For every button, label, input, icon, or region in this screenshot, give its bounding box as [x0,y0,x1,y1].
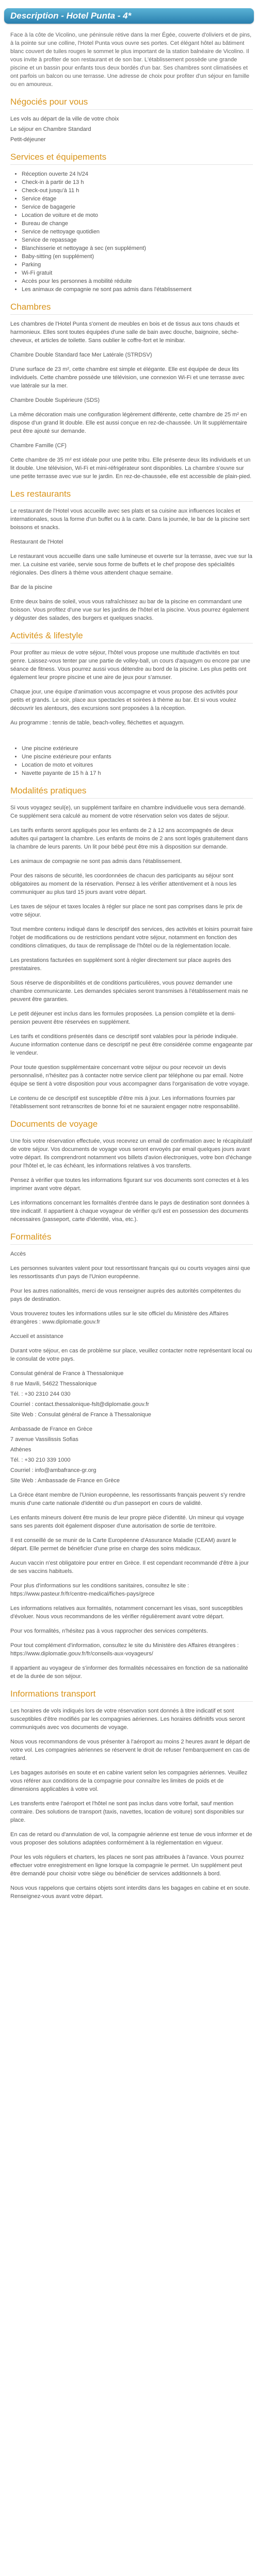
contact-line: Site Web : Ambassade de France en Grèce [10,1478,120,1484]
paragraph: Les enfants mineurs doivent être munis de leur propre pièce d'identité. Un mineur qui voyage sans ses parents doit également disposer d'une autorisation de sortie de territoire. [10,1515,244,1529]
paragraph: Nous vous recommandons de vous présenter à l'aéroport au moins 2 heures avant le départ de votre vol. Les compagnies aériennes se réservent le droit de refuser l'embarquement en cas de retard. [10,1739,250,1761]
page-title: Description - Hotel Punta - 4* [4,8,254,24]
contact-line: 8 rue Mavili, 54622 Thessalonique [10,1381,97,1387]
paragraph: Vous trouverez toutes les informations utiles sur le site officiel du Ministère des Affaires étrangères : www.diplomatie.gouv.fr [10,1311,229,1325]
subheading: Accueil et assistance [10,1333,63,1340]
list-item: • Baby-sitting (en supplément) [22,252,253,261]
paragraph: D'une surface de 23 m², cette chambre est simple et élégante. Elle est équipée de deux lits individuels. Cette chambre possède une télévision, une connexion Wi-Fi et une terrasse avec vue latérale sur la mer. [10,366,245,389]
list-item: • Check-out jusqu'à 11 h [22,187,253,195]
contact-line: Site Web : Consulat général de France à Thessalonique [10,1412,151,1418]
paragraph: Pour des raisons de sécurité, les coordonnées de chacun des participants au séjour sont obligatoires au moment de la réservation. Pensez à les vérifier attentivement et à nous les communiquer au plus tard 15 jours avant votre départ. [10,873,237,895]
description-content [0,31,258,1901]
room-type-title: Chambre Famille (CF) [10,443,67,449]
intro-text: Face à la côte de Vicolino, une péninsule rétive dans la mer Égée, couverte d'oliviers et de pins, à la pointe sur une colline, l'Hotel Punta vous ouvre ses portes. Cet élégant hôtel au bâtiment blanc couvert de tuiles rouges le sommet le plus important de la station balnéaire de Vicolino. Il vous invite à profiter de son restaurant et de son bar. L'établissement possède une grande piscine et un bassin pour enfants tous deux bordés d'un bar. Ses chambres sont climatisées et ont parfois un balcon ou une terrasse. Une adresse de choix pour profiter d'un séjour en famille ou en amoureux. [10,32,252,88]
included-item: Les vols au départ de la ville de votre choix [10,116,119,122]
paragraph: Les chambres de l'Hotel Punta s'ornent de meubles en bois et de tissus aux tons chauds et harmonieux. Elles sont toutes équipées d'une salle de bain avec douche, baignoire, sèche-cheveux, et articles de toilette. Sans oublier le coffre-fort et le minibar. [10,321,239,344]
section-heading-formalites: Formalités [10,1232,253,1245]
list-item: • Service de nettoyage quotidien [22,228,253,236]
list-item: • Navette payante de 15 h à 17 h [22,769,253,777]
paragraph: Pour plus d'informations sur les conditions sanitaires, consultez le site : https://www.pasteur.fr/fr/centre-medical/fiches-pays/grece [10,1583,189,1597]
paragraph: Pour tout complément d'information, consultez le site du Ministère des Affaires étrangères : https://www.diplomatie.gouv.fr/fr/conseils-aux-voyageurs/ [10,1642,239,1657]
list-item: • Réception ouverte 24 h/24 [22,170,253,178]
paragraph: Il appartient au voyageur de s'informer des formalités nécessaires en fonction de sa nationalité et de la durée de son séjour. [10,1665,248,1680]
section-heading-transport: Informations transport [10,1689,253,1702]
venue-title: Restaurant de l'Hotel [10,539,63,545]
paragraph: En cas de retard ou d'annulation de vol, la compagnie aérienne est tenue de vous informer et de vous proposer des solutions adaptées conformément à la réglementation en vigueur. [10,1832,252,1846]
paragraph: Sous réserve de disponibilités et de conditions particulières, vous pouvez demander une chambre communicante. Les demandes spéciales seront transmises à l'établissement mais ne peuvent être garanties. [10,980,248,1003]
included-item: Petit-déjeuner [10,137,46,143]
paragraph: Le restaurant de l'Hotel vous accueille avec ses plats et sa cuisine aux influences locales et internationales, sous la forme d'un buffet ou à la carte. Dans la journée, le bar de la piscine sert boissons et snacks. [10,508,250,531]
paragraph: Entre deux bains de soleil, vous vous rafraîchissez au bar de la piscine en commandant une boisson. Vous profitez d'une vue sur les jardins de l'hôtel et la piscine. Vous pourrez également y déguster des salades, des burgers et quelques snacks. [10,599,249,621]
list-item: • Location de voiture et de moto [22,211,253,219]
section-heading-modalites: Modalités pratiques [10,786,253,799]
paragraph: Les taxes de séjour et taxes locales à régler sur place ne sont pas comprises dans le prix de votre séjour. [10,904,243,918]
activities-list [10,744,253,777]
paragraph: Les animaux de compagnie ne sont pas admis dans l'établissement. [10,858,182,865]
list-item: • Service de repassage [22,236,253,244]
section-heading-negocies: Négociés pour vous [10,97,253,110]
room-type-title: Chambre Double Supérieure (SDS) [10,397,100,403]
room-type-title: Chambre Double Standard face Mer Latérale (STRDSV) [10,352,152,358]
list-item: • Une piscine extérieure pour enfants [22,753,253,761]
list-item: • Check-in à partir de 13 h [22,178,253,187]
paragraph: Une fois votre réservation effectuée, vous recevrez un email de confirmation avec le récapitulatif de votre séjour. Vos documents de voyage vous seront envoyés par email quelques jours avant votre départ. Ils comprendront notamment vos billets d'avion électroniques, votre bon d'échange pour l'hôtel et, le cas échéant, les informations relatives à vos transferts. [10,1138,252,1169]
section-heading-documents: Documents de voyage [10,1119,253,1132]
paragraph: Le restaurant vous accueille dans une salle lumineuse et ouverte sur la terrasse, avec vue sur la mer. La cuisine est variée, servie sous forme de buffets et le chef propose des spécialités régionales. Des dîners à thème vous attendent chaque semaine. [10,553,252,576]
paragraph: Les informations concernant les formalités d'entrée dans le pays de destination sont données à titre indicatif. Il appartient à chaque voyageur de vérifier qu'il est en possession des documents nécessaires (passeport, carte d'identité, visa, etc.). [10,1200,250,1223]
paragraph: Aucun vaccin n'est obligatoire pour entrer en Grèce. Il est cependant recommandé d'être à jour de ses vaccins habituels. [10,1560,249,1574]
contact-line: Tél. : +30 2310 244 030 [10,1391,71,1397]
section-heading-services: Services et équipements [10,152,253,165]
paragraph: Pensez à vérifier que toutes les informations figurant sur vos documents sont correctes et à les imprimer avant votre départ. [10,1177,249,1192]
paragraph: Les prestations facturées en supplément sont à régler directement sur place auprès des prestataires. [10,957,232,972]
list-item: • Parking [22,261,253,269]
paragraph: Au programme : tennis de table, beach-volley, fléchettes et aquagym. [10,720,185,726]
contact-line: Courriel : contact.thessalonique-fslt@diplomatie.gouv.fr [10,1401,149,1408]
list-item: • Location de moto et voitures [22,761,253,769]
list-item: • Les animaux de compagnie ne sont pas admis dans l'établissement [22,285,253,294]
paragraph: Tout membre contenu indiqué dans le descriptif des services, des activités et loisirs pourrait faire l'objet de modifications ou de restrictions pendant votre séjour, notamment en fonction des conditions climatiques, du taux de remplissage de l'hôtel ou de la réglementation locale. [10,926,253,949]
paragraph: Pour vos formalités, n'hésitez pas à vous rapprocher des services compétents. [10,1628,208,1634]
paragraph: Pour les vols réguliers et charters, les places ne sont pas attribuées à l'avance. Vous pourrez effectuer votre enregistrement en ligne lorsque la compagnie le permet. Un supplément peut être demandé pour choisir votre siège ou bénéficier de services additionnels à bord. [10,1854,244,1877]
paragraph: Durant votre séjour, en cas de problème sur place, veuillez contacter notre représentant local ou le consulat de votre pays. [10,1348,252,1362]
subheading: Accès [10,1251,26,1257]
contact-line: Athènes [10,1447,31,1453]
included-item: Le séjour en Chambre Standard [10,126,91,132]
paragraph: Les horaires de vols indiqués lors de votre réservation sont donnés à titre indicatif et sont susceptibles d'être modifiés par les compagnies aériennes. Les horaires définitifs vous seront communiqués avec vos documents de voyage. [10,1708,245,1731]
contact-name: Ambassade de France en Grèce [10,1426,92,1432]
paragraph: Les tarifs et conditions présentés dans ce descriptif sont valables pour la période indiquée. Aucune information contenue dans ce descriptif ne peut être considérée comme engageante par le vendeur. [10,1033,253,1056]
contact-line: Tél. : +30 210 339 1000 [10,1457,71,1463]
contact-line: Courriel : info@ambafrance-gr.org [10,1467,96,1473]
paragraph: Le contenu de ce descriptif est susceptible d'être mis à jour. Les informations fournies par l'établissement sont retranscrites de bonne foi et ne sauraient engager notre responsabilité. [10,1095,240,1110]
paragraph: Les tarifs enfants seront appliqués pour les enfants de 2 à 12 ans accompagnés de deux adultes qui partagent la chambre. Les enfants de moins de 2 ans sont logés gratuitement dans la chambre de leurs parents. Un lit pour bébé peut être mis à disposition sur demande. [10,827,248,850]
paragraph: Nous vous rappelons que certains objets sont interdits dans les bagages en cabine et en soute. Renseignez-vous avant votre départ. [10,1885,250,1900]
paragraph: Chaque jour, une équipe d'animation vous accompagne et vous propose des activités pour petits et grands. Le soir, place aux spectacles et soirées à thème au bar. Et si vous voulez découvrir les alentours, des excursions sont proposées à la réception. [10,689,238,711]
paragraph: Les personnes suivantes valent pour tout ressortissant français qui ou courts voyages ainsi que les ressortissants d'un pays de l'Union européenne. [10,1265,250,1280]
list-item: • Service étage [22,195,253,203]
section-heading-restaurants: Les restaurants [10,489,253,502]
paragraph: Les informations relatives aux formalités, notamment concernant les visas, sont susceptibles d'évoluer. Nous vous recommandons de les vérifier régulièrement avant votre départ. [10,1605,243,1620]
list-item: • Accès pour les personnes à mobilité réduite [22,277,253,285]
list-item: • Blanchisserie et nettoyage à sec (en supplément) [22,244,253,252]
paragraph: La Grèce étant membre de l'Union européenne, les ressortissants français peuvent s'y rendre munis d'une carte nationale d'identité ou d'un passeport en cours de validité. [10,1492,246,1506]
paragraph: Pour les autres nationalités, merci de vous renseigner auprès des autorités compétentes du pays de destination. [10,1288,241,1302]
paragraph: Pour toute question supplémentaire concernant votre séjour ou pour recevoir un devis personnalisé, n'hésitez pas à contacter notre service client par téléphone ou par email. Notre équipe se tient à votre disposition pour vous accompagner dans l'organisation de votre voyage. [10,1064,250,1087]
paragraph: Il est conseillé de se munir de la Carte Européenne d'Assurance Maladie (CEAM) avant le départ. Elle permet de bénéficier d'une prise en charge des soins médicaux. [10,1537,237,1552]
contact-name: Consulat général de France à Thessalonique [10,1370,124,1377]
section-heading-activites: Activités & lifestyle [10,631,253,643]
paragraph: Cette chambre de 35 m² est idéale pour une petite tribu. Elle présente deux lits individuels et un lit double. Une télévision, Wi-Fi et mini-réfrigérateur sont disponibles. La chambre s'ouvre sur une petite terrasse avec vue sur le jardin. En rez-de-chaussée, elle est accessible de plain-pied. [10,457,252,480]
list-item: • Service de bagagerie [22,203,253,211]
services-list [10,170,253,294]
paragraph: Si vous voyagez seul(e), un supplément tarifaire en chambre individuelle vous sera demandé. Ce supplément sera calculé au moment de votre réservation selon vos dates de séjour. [10,805,246,819]
venue-title: Bar de la piscine [10,584,53,590]
contact-line: 7 avenue Vassilissis Sofias [10,1436,78,1443]
paragraph: La même décoration mais une configuration légèrement différente, cette chambre de 25 m² en dispose d'un grand lit double. Elle est aussi conçue en rez-de-chaussée. Un lit supplémentaire peut être ajouté sur demande. [10,412,247,434]
list-item: • Une piscine extérieure [22,744,253,753]
section-heading-chambres: Chambres [10,302,253,315]
paragraph: Pour profiter au mieux de votre séjour, l'hôtel vous propose une multitude d'activités en tout genre. Laissez-vous tenter par une partie de volley-ball, un cours d'aquagym ou encore par une séance de fitness. Vous pourrez aussi vous détendre au bord de la piscine. Les plus petits ont également leur propre piscine et une aire de jeux pour s'amuser. [10,650,250,681]
list-item: • Wi-Fi gratuit [22,269,253,277]
list-item: • Bureau de change [22,219,253,228]
paragraph: Les transferts entre l'aéroport et l'hôtel ne sont pas inclus dans votre forfait, sauf mention contraire. Des solutions de transport (taxis, navettes, location de voiture) sont disponibles sur place. [10,1801,245,1823]
paragraph: Le petit déjeuner est inclus dans les formules proposées. La pension complète et la demi-pension peuvent être réservées en supplément. [10,1011,236,1025]
paragraph: Les bagages autorisés en soute et en cabine varient selon les compagnies aériennes. Veuillez vous référer aux conditions de la compagnie pour connaître les limites de poids et de dimensions applicables à votre vol. [10,1770,248,1792]
